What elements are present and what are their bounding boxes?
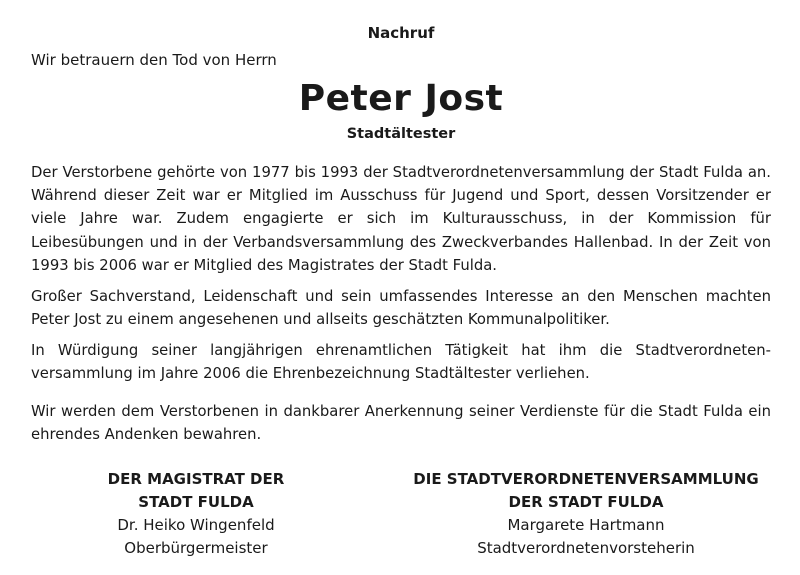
paragraph-remembrance: Wir werden dem Verstorbenen in dankbarer Anerkennung seiner Verdienste für die Stadt Fulda ein ehrendes Andenken bewahren.	[31, 403, 771, 444]
signature-magistrat	[76, 468, 316, 560]
paragraph-qualities: Großer Sachverstand, Leidenschaft und sein umfassendes Interesse an den Menschen machten Peter Jost zu einem angesehenen und allseits geschätzten Kommunalpolitiker.	[31, 288, 771, 329]
intro-line: Wir betrauern den Tod von Herrn	[31, 51, 277, 69]
signature-org-line: STADT FULDA	[138, 493, 254, 511]
notice-heading: Nachruf	[367, 24, 435, 42]
honorary-title: Stadtältester	[346, 126, 456, 142]
signature-assembly	[401, 468, 771, 560]
paragraph-career: Der Verstorbene gehörte von 1977 bis 1993 der Stadtverordnetenversammlung der Stadt Fulda an. Während dieser Zeit war er Mitglied im Ausschuss für Jugend und Sport, dessen Vorsitzender er viele Jahre war. Zudem engagierte er sich im Kulturausschuss, in der Kommission für Leibesübungen und in der Verbandsversammlung des Zweckverbandes Hallenbad. In der Zeit von 1993 bis 2006 war er Mitglied des Magistrates der Stadt Fulda.	[31, 164, 771, 274]
signature-role: Oberbürgermeister	[124, 539, 268, 557]
signature-org-line: DER STADT FULDA	[508, 493, 664, 511]
signature-org-line: DER MAGISTRAT DER	[107, 470, 285, 488]
signature-person: Margarete Hartmann	[507, 516, 665, 534]
signature-org-line: DIE STADTVERORDNETENVERSAMMLUNG	[413, 470, 759, 488]
signature-role: Stadtverordnetenvorsteherin	[477, 539, 695, 557]
paragraph-honor: In Würdigung seiner langjährigen ehrenamtlichen Tätigkeit hat ihm die Stadtverordneten-versammlung im Jahre 2006 die Ehrenbezeichnung Stadtältester verliehen.	[31, 342, 771, 383]
signature-person: Dr. Heiko Wingenfeld	[117, 516, 275, 534]
obituary-notice	[31, 0, 771, 575]
deceased-name: Peter Jost	[298, 78, 504, 119]
